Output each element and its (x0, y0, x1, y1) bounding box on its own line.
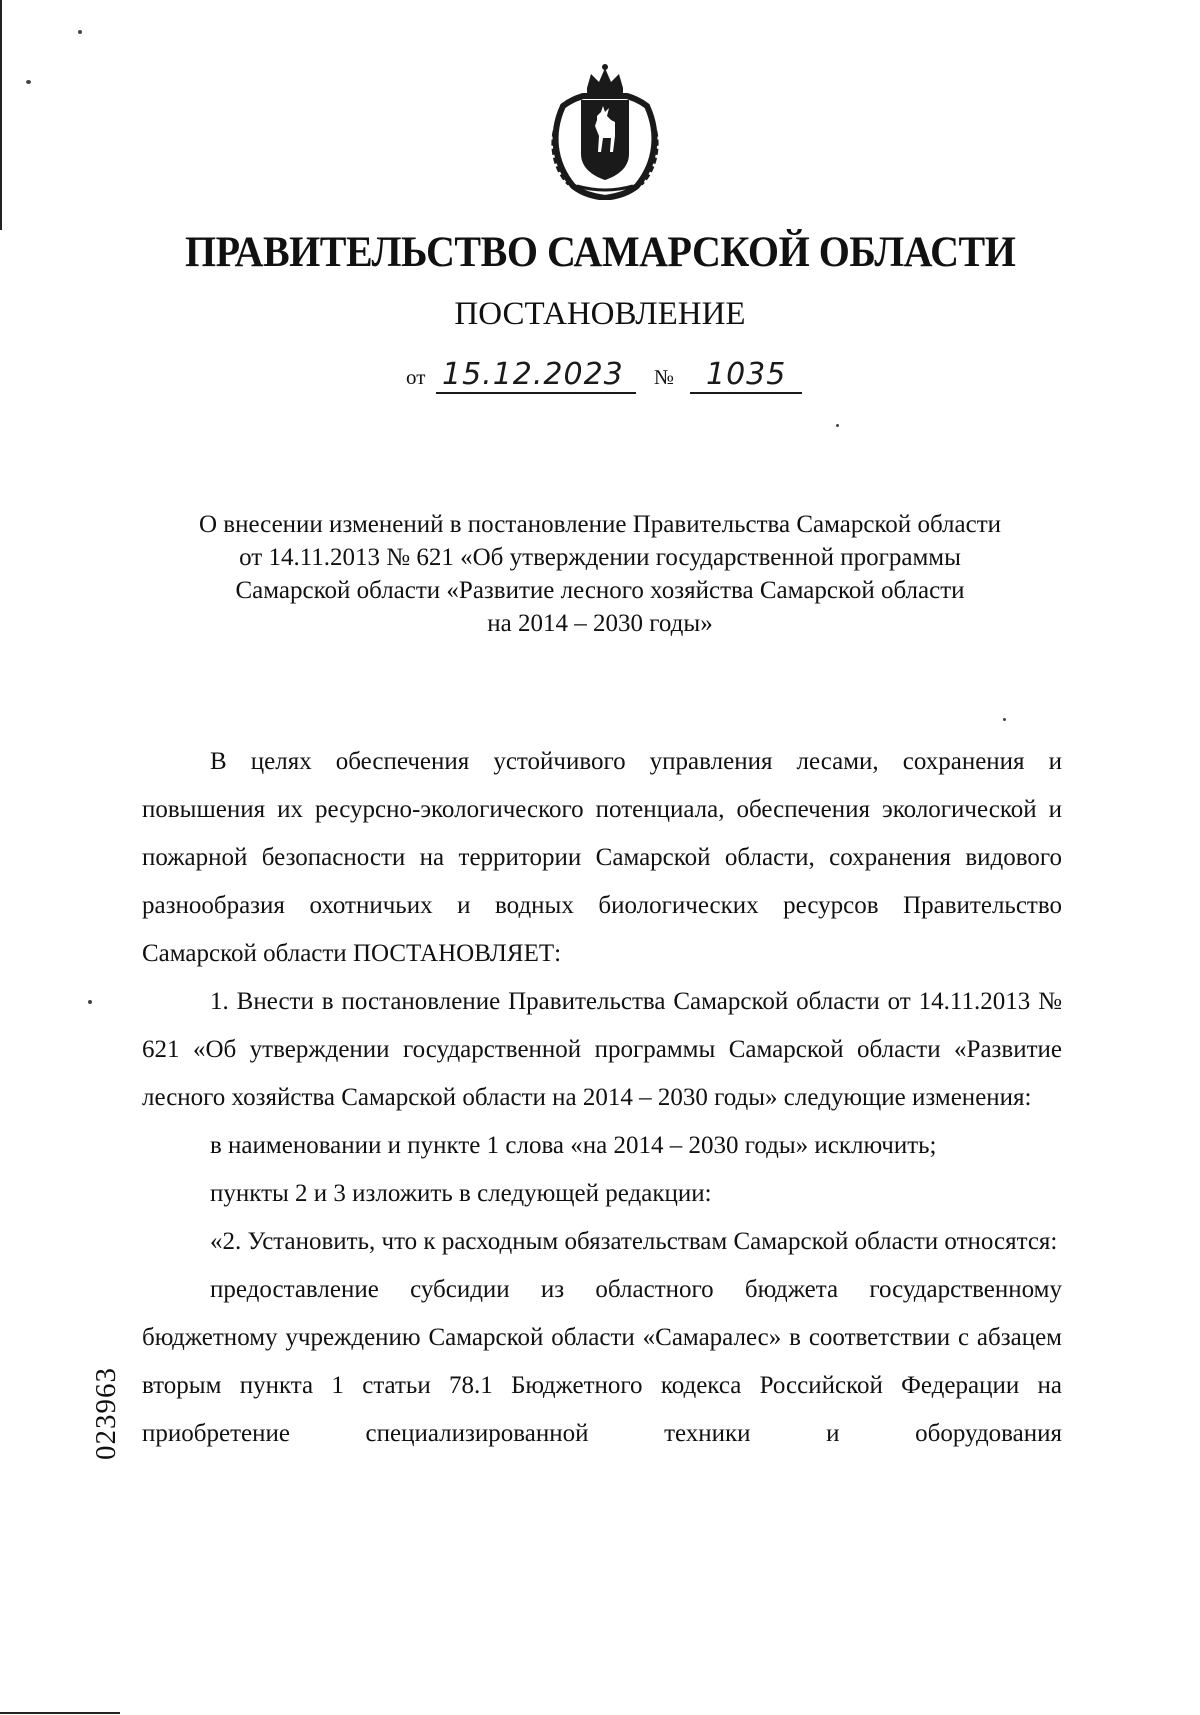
subject-line: О внесении изменений в постановление Правительства Самарской области (198, 511, 1002, 538)
body-paragraph: «2. Установить, что к расходным обязательствам Самарской области относятся: (210, 1228, 1058, 1255)
serial-number: 023963 (90, 1367, 122, 1460)
document-subject (120, 508, 1080, 640)
document-type: ПОСТАНОВЛЕНИЕ (454, 296, 746, 332)
scan-speck (78, 30, 82, 34)
scan-edge-line (0, 0, 2, 230)
body-paragraph: 1. Внести в постановление Правительства Самарской области от 14.11.2013 № 621 «Об утверждении государственной программы Самарской области «Развитие лесного хозяйства Самарской области на 2014 – 2030 годы» следующие изменения: (142, 988, 1062, 1111)
scan-edge-line (0, 1712, 120, 1714)
number-value: 1035 (706, 357, 787, 392)
number-underline (690, 392, 802, 394)
subject-line: от 14.11.2013 № 621 «Об утверждении государственной программы (239, 544, 961, 571)
government-title: ПРАВИТЕЛЬСТВО САМАРСКОЙ ОБЛАСТИ (185, 229, 1016, 276)
body-paragraph: в наименовании и пункте 1 слова «на 2014 – 2030 годы» исключить; (210, 1132, 937, 1159)
subject-line: Самарской области «Развитие лесного хозяйства Самарской области (235, 577, 965, 604)
date-value: 15.12.2023 (442, 357, 624, 392)
scan-speck (88, 1000, 92, 1004)
scan-speck (836, 424, 839, 427)
document-body (142, 738, 1062, 1458)
number-prefix: № (654, 365, 675, 389)
scan-speck (1003, 718, 1006, 721)
date-underline (436, 392, 636, 394)
subject-line: на 2014 – 2030 годы» (487, 610, 713, 637)
samara-coat-of-arms-icon (543, 62, 667, 200)
date-prefix: от (406, 365, 426, 389)
body-paragraph: предоставление субсидии из областного бюджета государственному бюджетному учреждению Самарской области «Самаралес» в соответствии с абзацем вторым пункта 1 статьи 78.1 Бюджетного кодекса Российской Федерации на приобретение специализированной техники и оборудования (142, 1276, 1062, 1447)
body-paragraph: пункты 2 и 3 изложить в следующей редакции: (210, 1180, 712, 1207)
scan-speck (26, 80, 31, 84)
body-paragraph: В целях обеспечения устойчивого управления лесами, сохранения и повышения их ресурсно-экологического потенциала, обеспечения экологической и пожарной безопасности на территории Самарской области, сохранения видового разнообразия охотничьих и водных биологических ресурсов Правительство Самарской области ПОСТАНОВЛЯЕТ: (142, 748, 1062, 967)
